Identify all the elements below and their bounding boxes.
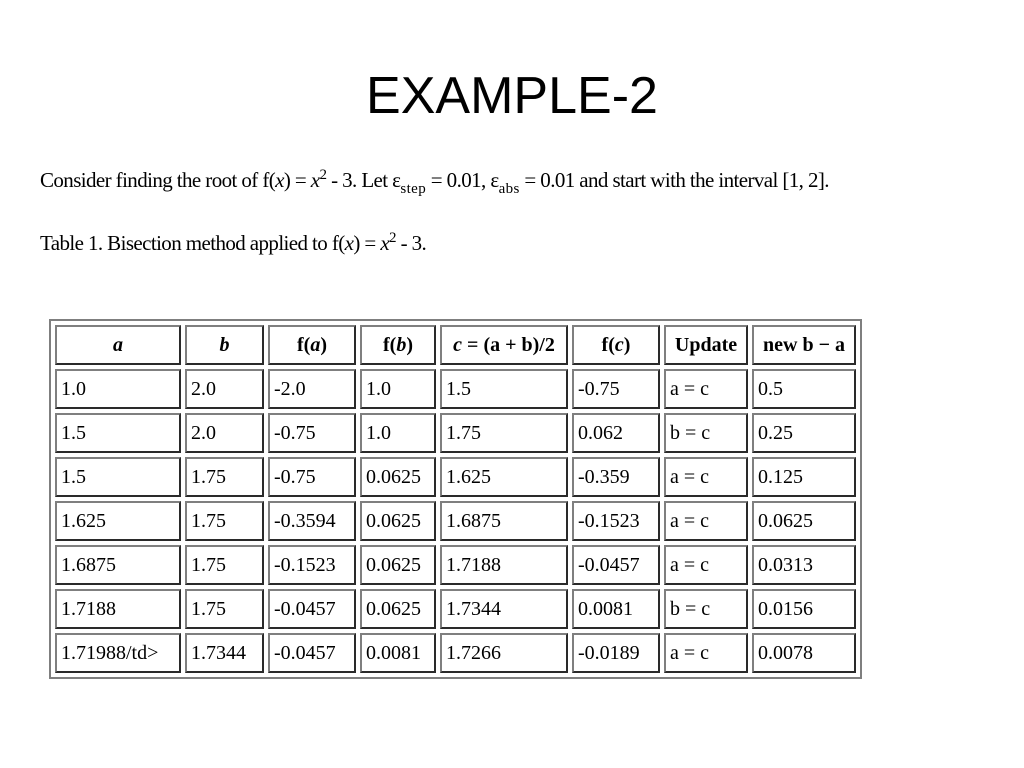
- cell-b: 1.75: [185, 589, 264, 629]
- cell-fc: -0.1523: [572, 501, 660, 541]
- caption-exponent: 2: [389, 230, 396, 246]
- header-new-b-minus-a: new b − a: [752, 325, 856, 365]
- intro-var2: x: [310, 168, 320, 192]
- epsilon-step-subscript: step: [400, 181, 427, 197]
- cell-b: 1.75: [185, 501, 264, 541]
- header-fb-prefix: f(: [383, 333, 397, 356]
- cell-b: 2.0: [185, 413, 264, 453]
- table-caption: [40, 230, 426, 256]
- intro-prefix: Consider finding the root of f(: [40, 168, 276, 192]
- header-c-rest: = (a + b)/2: [462, 333, 555, 356]
- caption-tail: - 3.: [395, 231, 427, 255]
- header-fa: [268, 325, 356, 365]
- cell-fa: -0.75: [268, 457, 356, 497]
- header-fa-suffix: ): [320, 333, 327, 356]
- cell-fa: -0.3594: [268, 501, 356, 541]
- table-row: [55, 413, 856, 453]
- problem-statement: [40, 167, 829, 197]
- table-row: [55, 589, 856, 629]
- header-update: Update: [664, 325, 748, 365]
- cell-fb: 1.0: [360, 369, 436, 409]
- cell-fc: -0.359: [572, 457, 660, 497]
- bisection-table: [49, 319, 862, 679]
- cell-c: 1.5: [440, 369, 568, 409]
- cell-fc: -0.0189: [572, 633, 660, 673]
- header-b: [185, 325, 264, 365]
- cell-c: 1.7344: [440, 589, 568, 629]
- cell-fb: 0.0625: [360, 545, 436, 585]
- cell-new-b-minus-a: 0.25: [752, 413, 856, 453]
- cell-update: a = c: [664, 545, 748, 585]
- table-row: [55, 633, 856, 673]
- table-row: [55, 501, 856, 541]
- cell-a: 1.625: [55, 501, 181, 541]
- table-header-row: [55, 325, 856, 365]
- header-c-var: c: [453, 333, 463, 356]
- cell-fb: 0.0625: [360, 589, 436, 629]
- header-a: [55, 325, 181, 365]
- cell-a: 1.5: [55, 457, 181, 497]
- table-row: [55, 369, 856, 409]
- intro-abs-value: = 0.01 and start with the interval [1, 2].: [519, 168, 829, 192]
- cell-c: 1.75: [440, 413, 568, 453]
- slide-title: EXAMPLE-2: [366, 67, 658, 125]
- cell-fb: 0.0625: [360, 457, 436, 497]
- header-fb-suffix: ): [406, 333, 413, 356]
- cell-a: 1.7188: [55, 589, 181, 629]
- cell-update: b = c: [664, 413, 748, 453]
- cell-update: a = c: [664, 369, 748, 409]
- cell-new-b-minus-a: 0.0625: [752, 501, 856, 541]
- table-row: [55, 457, 856, 497]
- cell-fc: -0.0457: [572, 545, 660, 585]
- cell-a: 1.71988/td>: [55, 633, 181, 673]
- cell-c: 1.7188: [440, 545, 568, 585]
- header-fb-var: b: [396, 333, 407, 356]
- epsilon-abs-subscript: abs: [498, 181, 520, 197]
- cell-a: 1.5: [55, 413, 181, 453]
- cell-fb: 0.0081: [360, 633, 436, 673]
- cell-update: b = c: [664, 589, 748, 629]
- header-fc-suffix: ): [623, 333, 631, 356]
- cell-new-b-minus-a: 0.125: [752, 457, 856, 497]
- intro-exponent: 2: [319, 167, 327, 183]
- intro-tail: - 3. Let ε: [326, 168, 401, 192]
- intro-var: x: [275, 168, 284, 192]
- cell-fa: -0.0457: [268, 589, 356, 629]
- caption-var: x: [344, 231, 354, 255]
- cell-b: 1.75: [185, 457, 264, 497]
- cell-b: 2.0: [185, 369, 264, 409]
- header-b-label: b: [219, 333, 230, 356]
- header-fc: [572, 325, 660, 365]
- cell-c: 1.625: [440, 457, 568, 497]
- cell-c: 1.6875: [440, 501, 568, 541]
- cell-update: a = c: [664, 501, 748, 541]
- bisection-table-wrapper: [49, 319, 862, 679]
- cell-fc: -0.75: [572, 369, 660, 409]
- cell-new-b-minus-a: 0.0313: [752, 545, 856, 585]
- intro-step-value: = 0.01, ε: [426, 168, 499, 192]
- caption-var2: x: [380, 231, 390, 255]
- header-fa-prefix: f(: [297, 333, 311, 356]
- header-fa-var: a: [310, 333, 321, 356]
- caption-prefix: Table 1. Bisection method applied to f(: [40, 231, 345, 255]
- header-c: [440, 325, 568, 365]
- cell-update: a = c: [664, 457, 748, 497]
- table-row: [55, 545, 856, 585]
- cell-fa: -0.75: [268, 413, 356, 453]
- cell-fb: 0.0625: [360, 501, 436, 541]
- cell-fa: -2.0: [268, 369, 356, 409]
- cell-fc: 0.062: [572, 413, 660, 453]
- cell-new-b-minus-a: 0.0156: [752, 589, 856, 629]
- cell-fa: -0.1523: [268, 545, 356, 585]
- cell-a: 1.6875: [55, 545, 181, 585]
- caption-mid: ) =: [353, 231, 381, 255]
- cell-fa: -0.0457: [268, 633, 356, 673]
- header-fc-var: c: [614, 333, 624, 356]
- header-fb: [360, 325, 436, 365]
- cell-c: 1.7266: [440, 633, 568, 673]
- cell-b: 1.75: [185, 545, 264, 585]
- cell-new-b-minus-a: 0.0078: [752, 633, 856, 673]
- cell-new-b-minus-a: 0.5: [752, 369, 856, 409]
- header-a-label: a: [113, 333, 123, 356]
- intro-mid: ) =: [283, 168, 311, 192]
- cell-b: 1.7344: [185, 633, 264, 673]
- header-fc-prefix: f(: [601, 333, 615, 356]
- cell-a: 1.0: [55, 369, 181, 409]
- cell-update: a = c: [664, 633, 748, 673]
- cell-fc: 0.0081: [572, 589, 660, 629]
- cell-fb: 1.0: [360, 413, 436, 453]
